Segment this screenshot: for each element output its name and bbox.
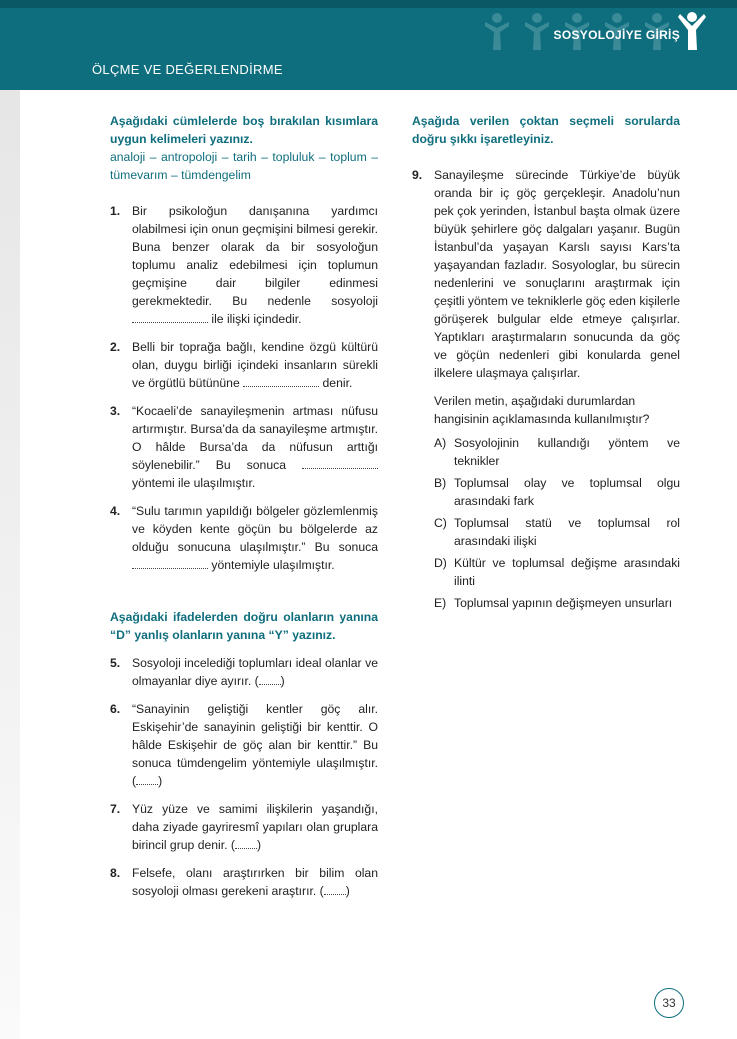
question-text: Yüz yüze ve samimi ilişkilerin yaşandığı, daha ziyade gayriresmî yapıları olan gruplara birincil grup denir. ( xyxy=(132,802,378,852)
question-text: Sosyoloji incelediği toplumları ideal olanlar ve olmayanlar diye ayırır. ( xyxy=(132,656,378,688)
answer-blank[interactable] xyxy=(302,458,378,469)
question-number: 2. xyxy=(110,340,121,354)
answer-blank[interactable] xyxy=(243,376,319,387)
question-text-end: denir. xyxy=(319,376,353,390)
true-false-instruction: Aşağıdaki ifadelerden doğru olanların yanına “D” yanlış olanların yanına “Y” yazınız. xyxy=(110,610,378,642)
option-e[interactable]: E) Toplumsal yapının değişmeyen unsurları xyxy=(434,596,673,610)
question-number: 5. xyxy=(110,656,121,670)
question-6: 6. “Sanayinin geliştiği kentler göç alır. Eskişehir’de sanayinin geliştiği bir kenttir. O hâlde Eskişehir de göç alan bir kenttir.” Bu sonuca tümdengelim yöntemiyle ulaşılmıştır. ( ) xyxy=(110,702,378,788)
fill-in-instruction: Aşağıdaki cümlelerde boş bırakılan kısımlara uygun kelimeleri yazınız. xyxy=(110,114,378,146)
question-number: 8. xyxy=(110,866,121,880)
section-title: ÖLÇME VE DEĞERLENDİRME xyxy=(92,62,283,77)
question-text: “Sulu tarımın yapıldığı bölgeler gözlemlenmiş ve köyden kente göçün bu bölgelerde az olduğu sonucuna ulaşılmıştır.” Bu sonuca xyxy=(132,504,378,554)
question-number: 4. xyxy=(110,504,121,518)
right-column xyxy=(412,112,680,616)
question-text-end: ile ilişki içindedir. xyxy=(208,312,302,326)
question-text: “Kocaeli’de sanayileşmenin artması nüfusu artırmıştır. Bursa’da da sanayileşme artmıştır. O hâlde Bursa’da da nüfusun arttığı söylenebilir.” Bu sonuca xyxy=(132,404,378,472)
answer-blank[interactable] xyxy=(324,884,346,895)
multiple-choice-instruction: Aşağıda verilen çoktan seçmeli sorularda doğru şıkkı işaretleyiniz. xyxy=(412,114,680,146)
question-stem: Verilen metin, aşağıdaki durumlardan hangisinin açıklamasında kullanılmıştır? xyxy=(434,394,650,426)
question-text-end: yöntemiyle ulaşılmıştır. xyxy=(208,558,335,572)
header-top-strip xyxy=(0,0,737,8)
question-2 xyxy=(110,338,378,392)
question-text: “Sanayinin geliştiği kentler göç alır. Eskişehir’de sanayinin geliştiği bir kenttir. O hâlde Eskişehir de göç alan bir kenttir.” Bu sonuca tümdengelim yöntemiyle ulaşılmıştır. ( xyxy=(132,702,378,788)
question-text: Felsefe, olanı araştırırken bir bilim olan sosyoloji olması gerekeni araştırır. ( xyxy=(132,866,378,898)
question-number: 1. xyxy=(110,204,121,218)
page-number: 33 xyxy=(654,988,684,1018)
page-header xyxy=(0,0,737,90)
option-d[interactable]: D) Kültür ve toplumsal değişme arasındaki ilinti xyxy=(434,556,680,588)
question-text-end: yöntemi ile ulaşılmıştır. xyxy=(132,476,256,490)
question-number: 6. xyxy=(110,702,121,716)
question-3 xyxy=(110,402,378,492)
option-b[interactable]: B) Toplumsal olay ve toplumsal olgu arasındaki fark xyxy=(434,476,680,508)
question-number: 9. xyxy=(412,168,423,182)
question-number: 7. xyxy=(110,802,121,816)
question-number: 3. xyxy=(110,404,121,418)
option-c[interactable]: C) Toplumsal statü ve toplumsal rol arasındaki ilişki xyxy=(434,516,680,548)
question-8: 8. Felsefe, olanı araştırırken bir bilim olan sosyoloji olması gerekeni araştırır. ( ) xyxy=(110,866,378,898)
question-5: 5. Sosyoloji incelediği toplumları ideal olanlar ve olmayanlar diye ayırır. ( ) xyxy=(110,656,378,688)
answer-blank[interactable] xyxy=(235,838,257,849)
left-column xyxy=(110,112,378,910)
question-4 xyxy=(110,502,378,574)
question-text: Sanayileşme sürecinde Türkiye’de büyük oranda bir iç göç gerçekleşir. Anadolu’nun pek çok yerinden, İstanbul başta olmak üzere büyük şehirlere göç dalgaları yaşanır. Bugün İstanbul’da yaşayan Karslı sayısı Kars’ta yaşayandan fazladır. Sosyologlar, bu sürecin nedenlerini ve sonuçlarını araştırmak için çeşitli yöntem ve tekniklerle göç eden kişilerle görüşerek bulgular elde etmeye çalışırlar. Yaptıkları araştırmaların sonucunda da göç ve göçün nedenleri gibi konularda genel ilkelere ulaşmaya çalışırlar. xyxy=(434,168,680,380)
answer-blank[interactable] xyxy=(136,774,158,785)
question-text: Bir psikoloğun danışanına yardımcı olabilmesi için onun geçmişini bilmesi gerekir. Buna benzer olarak da bir sosyoloğun toplumu analiz edebilmesi için toplumun geçmişine dair bilgiler edinmesi gerekmektedir. Bu nedenle sosyoloji xyxy=(132,204,378,308)
word-bank: analoji – antropoloji – tarih – topluluk – toplum – tümevarım – tümdengelim xyxy=(110,150,378,182)
question-9 xyxy=(412,166,680,382)
answer-blank[interactable] xyxy=(259,674,281,685)
question-1 xyxy=(110,202,378,328)
question-7: 7. Yüz yüze ve samimi ilişkilerin yaşandığı, daha ziyade gayriresmî yapıları olan gruplara birincil grup denir. ( ) xyxy=(110,802,378,852)
left-margin-bar xyxy=(0,90,20,1039)
answer-blank[interactable] xyxy=(132,558,208,569)
book-title: SOSYOLOJİYE GİRİŞ xyxy=(553,28,680,42)
answer-blank[interactable] xyxy=(132,312,208,323)
question-text: Belli bir toprağa bağlı, kendine özgü kültürü olan, duygu birliği içindeki insanların sürekli ve örgütlü bütününe xyxy=(132,340,378,390)
option-a[interactable]: A) Sosyolojinin kullandığı yöntem ve teknikler xyxy=(434,436,680,468)
